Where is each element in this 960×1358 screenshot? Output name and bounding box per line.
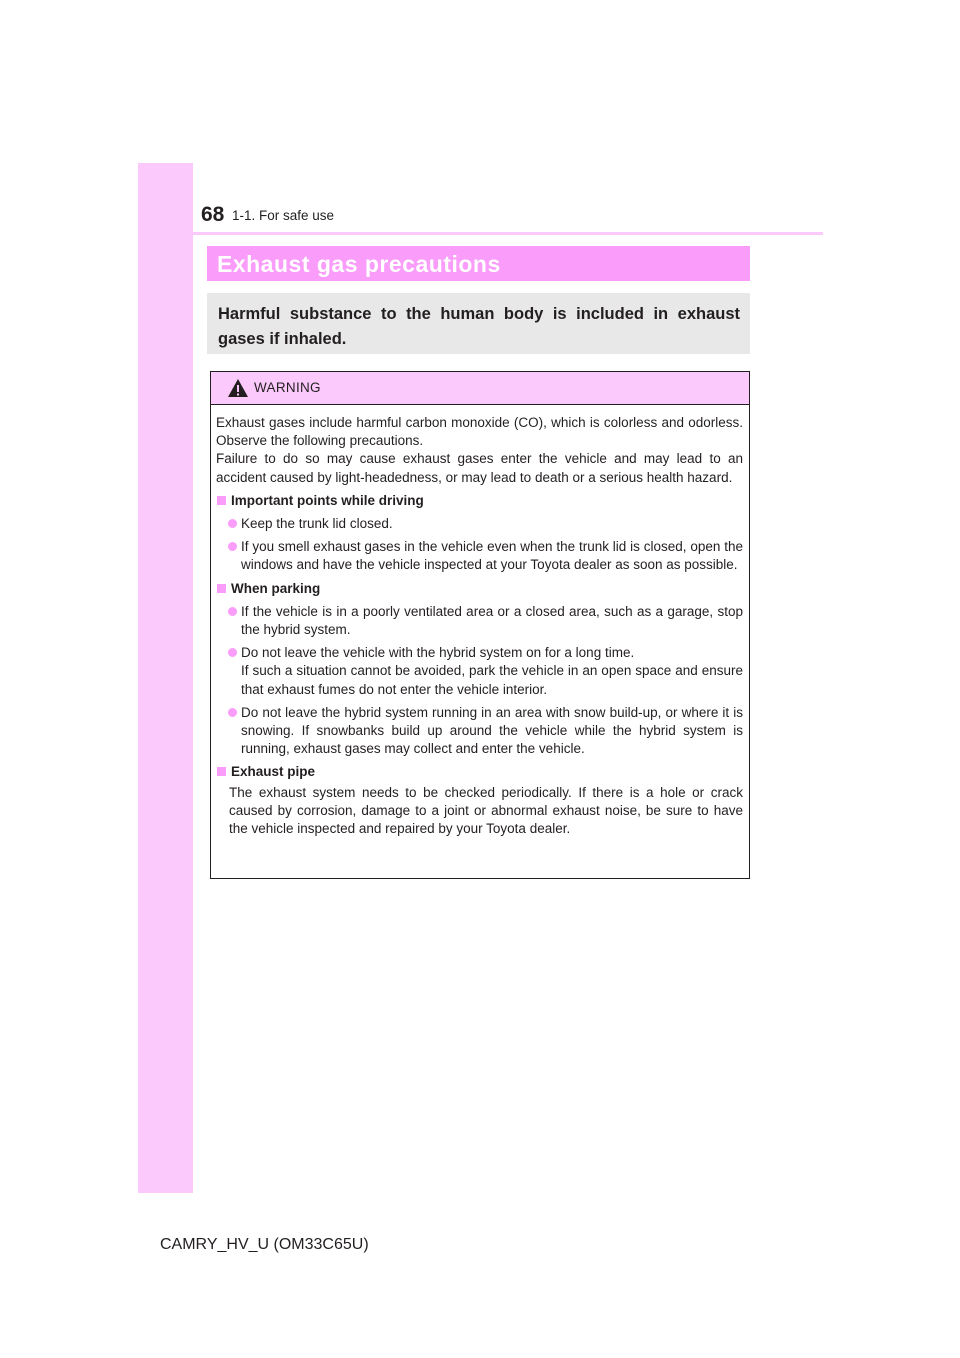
footer-model-code: CAMRY_HV_U (OM33C65U): [160, 1236, 369, 1253]
list-item: If the vehicle is in a poorly ventilated area or a closed area, such as a garage, stop the hybrid system.: [216, 603, 743, 639]
section-text: The exhaust system needs to be checked periodically. If there is a hole or crack caused by corrosion, damage to a joint or abnormal exhaust noise, be sure to have the vehicle inspected and repaired by your Toyota dealer.: [229, 784, 743, 837]
intro-box: [207, 293, 750, 354]
section-heading: Important points while driving: [216, 492, 743, 510]
list-item-continuation: If such a situation cannot be avoided, park the vehicle in an open space and ensure that exhaust fumes do not enter the vehicle interior.: [241, 663, 743, 697]
page-title: Exhaust gas precautions: [217, 251, 501, 277]
warning-intro-1: Exhaust gases include harmful carbon monoxide (CO), which is colorless and odorless. Observe the following precautions.: [216, 415, 743, 449]
square-bullet-icon: [217, 767, 226, 776]
title-bar: [207, 246, 750, 281]
header-divider: [193, 232, 823, 235]
list-item: Do not leave the hybrid system running in an area with snow build-up, or where it is snowing. If snowbanks build up around the vehicle while the hybrid system is running, exhaust gases may collect and enter the vehicle.: [216, 704, 743, 759]
circle-bullet-icon: [228, 519, 237, 528]
circle-bullet-icon: [228, 542, 237, 551]
section-heading: Exhaust pipe: [216, 763, 743, 781]
circle-bullet-icon: [228, 708, 237, 717]
square-bullet-icon: [217, 584, 226, 593]
intro-text: Harmful substance to the human body is included in exhaust gases if inhaled.: [218, 305, 740, 348]
list-item: Keep the trunk lid closed.: [216, 515, 743, 533]
warning-box: [210, 371, 750, 879]
circle-bullet-icon: [228, 648, 237, 657]
warning-intro-2: Failure to do so may cause exhaust gases enter the vehicle and may lead to an accident caused by light-headedness, or may lead to death or a serious health hazard.: [216, 451, 743, 485]
warning-body: [216, 414, 743, 838]
section-label: 1-1. For safe use: [232, 208, 335, 223]
section-heading: When parking: [216, 580, 743, 598]
side-tab: [138, 163, 193, 1193]
square-bullet-icon: [217, 496, 226, 505]
page-number: 68: [201, 203, 225, 226]
warning-label: WARNING: [254, 380, 321, 395]
warning-triangle-icon: [227, 378, 249, 398]
list-item: Do not leave the vehicle with the hybrid system on for a long time. If such a situation cannot be avoided, park the vehicle in an open space and ensure that exhaust fumes do not enter the vehicle interior.: [216, 644, 743, 699]
warning-header: [211, 372, 749, 405]
circle-bullet-icon: [228, 607, 237, 616]
list-item: If you smell exhaust gases in the vehicle even when the trunk lid is closed, open the windows and have the vehicle inspected at your Toyota dealer as soon as possible.: [216, 538, 743, 574]
